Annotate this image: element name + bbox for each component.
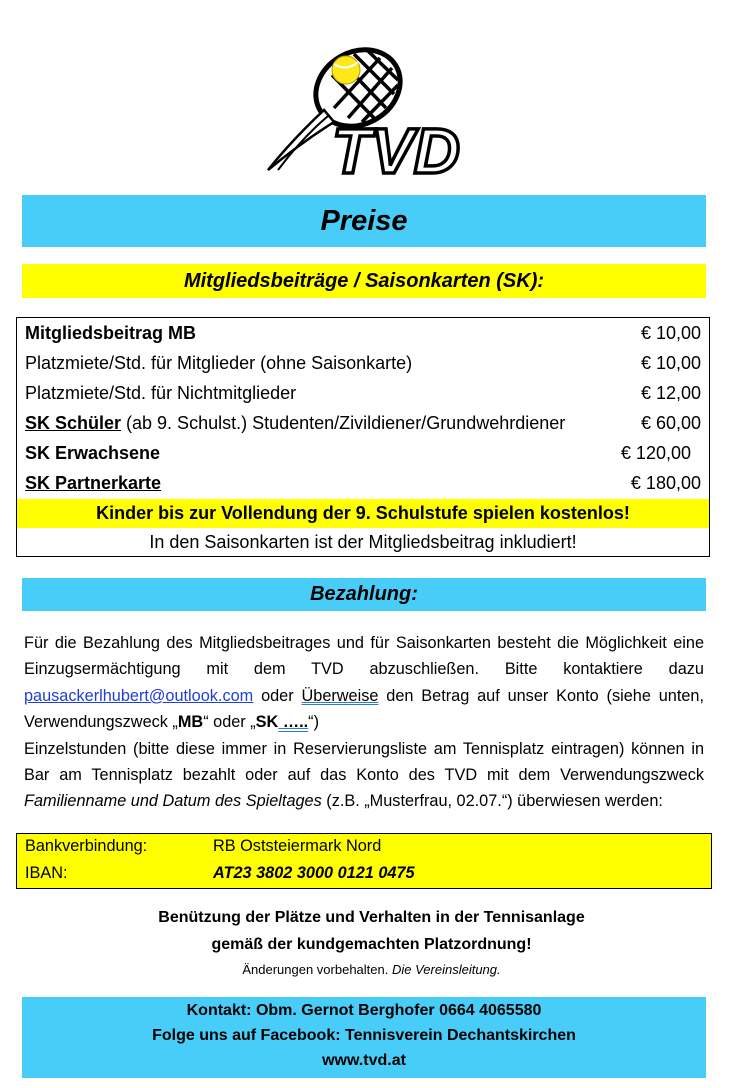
website-line: www.tvd.at [322,1052,406,1069]
contact-box [22,997,706,1078]
price-table [16,317,710,557]
bank-label: Bankverbindung: [25,837,148,855]
price-row [25,468,701,498]
logo-text: TVD [332,115,460,180]
purpose-sk: SK [255,713,279,732]
price-row [25,348,701,378]
changes-text: Änderungen vorbehalten. [242,962,389,977]
price-label: Mitgliedsbeitrag MB [25,323,197,343]
price-value: € 120,00 [620,443,691,463]
price-value: € 10,00 [640,323,701,343]
payment-text: “ oder „ [203,713,256,732]
section-heading-payment: Bezahlung: [22,578,706,611]
rules-line-2: gemäß der kundgemachten Platzordnung! [211,936,532,953]
email-link[interactable]: pausackerlhubert@outlook.com [24,686,254,705]
price-label: Platzmiete/Std. für Mitglieder (ohne Saisonkarte) [25,353,413,373]
payment-text: Für die Bezahlung des Mitgliedsbeitrages und für Saisonkarten besteht die Möglichkeit eine Einzugsermächtigung mit dem TVD abzuschließen. Bitte kontaktiere dazu [24,634,704,679]
included-note: In den Saisonkarten ist der Mitgliedsbeitrag inkludiert! [149,532,577,552]
price-row [25,408,701,438]
price-row [25,318,701,348]
price-value: € 60,00 [640,413,701,433]
price-value: € 10,00 [640,353,701,373]
payment-text: den Betrag auf unser Konto (siehe unten, Verwendungszweck „ [24,686,704,732]
tvd-logo [262,30,468,180]
iban-value: AT23 3802 3000 0121 0475 [213,864,415,882]
iban-label: IBAN: [25,864,68,882]
transfer-text: Überweise [301,686,379,705]
price-label: SK Partnerkarte [25,473,162,493]
bank-name: RB Oststeiermark Nord [213,837,382,855]
payment-text: (z.B. „Musterfrau, 02.07.“) überwiesen werden: [321,792,663,811]
rules-line-1: Benützung der Plätze und Verhalten in der Tennisanlage [158,909,585,926]
payment-text: “) [308,713,319,732]
price-label: Platzmiete/Std. für Nichtmitglieder [25,383,297,403]
facebook-line: Folge uns auf Facebook: Tennisverein Dechantskirchen [152,1027,576,1044]
contact-line: Kontakt: Obm. Gernot Berghofer 0664 4065580 [186,1002,542,1019]
purpose-dots: ….. [278,713,309,732]
price-value: € 180,00 [630,473,701,493]
purpose-mb: MB [177,713,204,732]
price-label [25,408,565,438]
kids-free-note: Kinder bis zur Vollendung der 9. Schulstufe spielen kostenlos! [17,499,709,528]
page-title: Preise [22,195,706,247]
payment-paragraph [24,630,704,815]
price-value: € 12,00 [640,383,701,403]
price-row [25,378,701,408]
changes-note [0,962,743,977]
price-label-bold: SK Schüler [25,413,122,433]
bank-details [16,833,712,889]
price-row [25,438,701,468]
price-label-rest: (ab 9. Schulst.) Studenten/Zivildiener/Grundwehrdiener [121,413,566,433]
purpose-example: Familienname und Datum des Spieltages [24,792,322,811]
signature: Die Vereinsleitung. [392,962,501,977]
payment-text: Einzelstunden (bitte diese immer in Reservierungsliste am Tennisplatz eintragen) können in Bar am Tennisplatz bezahlt oder auf das Konto des TVD mit dem Verwendungszweck [24,739,704,785]
section-heading-membership: Mitgliedsbeiträge / Saisonkarten (SK): [22,264,706,298]
payment-text: oder [253,686,302,705]
price-label: SK Erwachsene [25,443,161,463]
